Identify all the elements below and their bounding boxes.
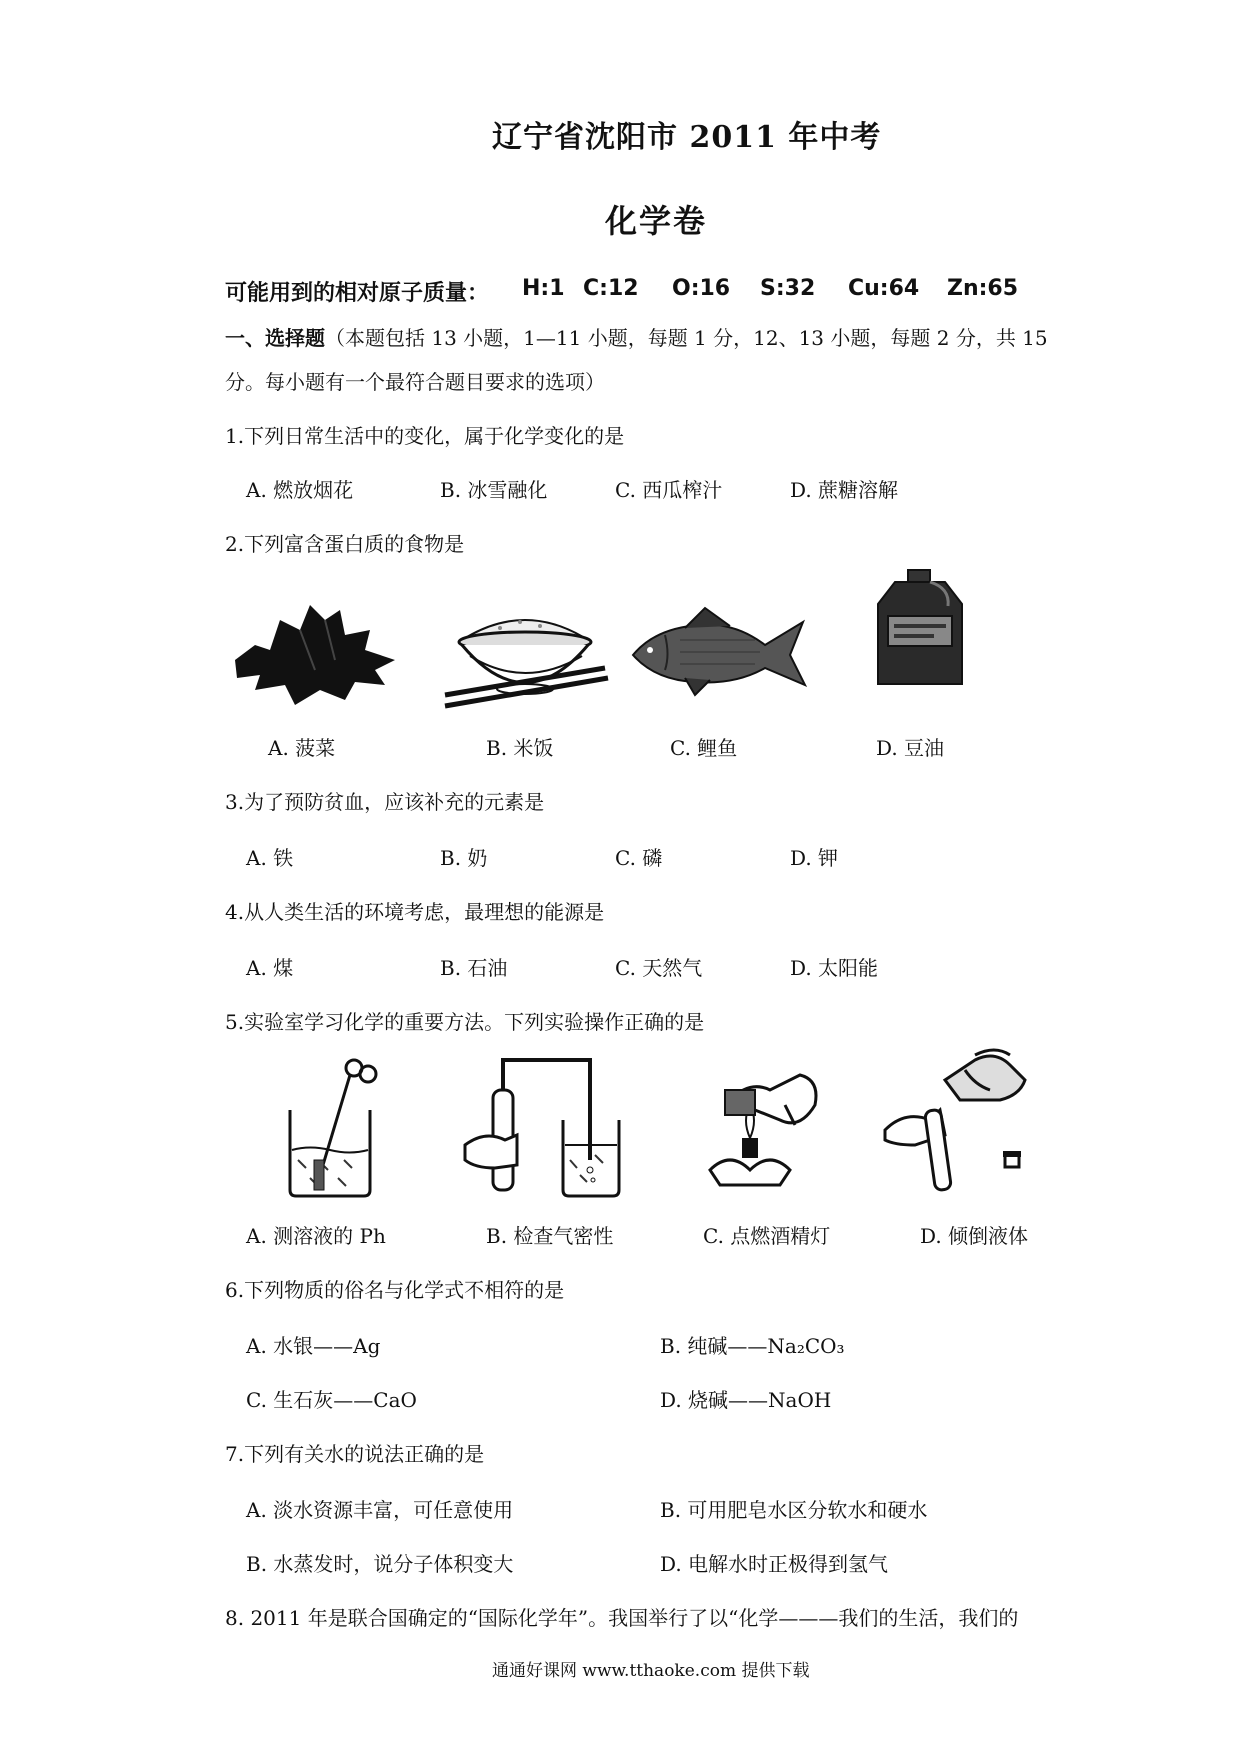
question-7-stem: 7.下列有关水的说法正确的是 — [225, 1442, 485, 1466]
question-6-stem: 6.下列物质的俗名与化学式不相符的是 — [225, 1278, 565, 1302]
page-footer: 通通好课网 www.tthaoke.com 提供下载 — [492, 1661, 810, 1681]
section-intro-line1 — [225, 322, 1048, 351]
question-2-option-a: A. 菠菜 — [268, 736, 336, 760]
question-1-option-b: B. 冰雪融化 — [440, 478, 548, 502]
question-5-option-b: B. 检查气密性 — [486, 1224, 614, 1248]
question-2-option-d: D. 豆油 — [876, 736, 945, 760]
question-7-option-a: A. 淡水资源丰富，可任意使用 — [246, 1498, 514, 1522]
light-alcohol-lamp-image — [670, 1060, 830, 1200]
page-title: 辽宁省沈阳市 2011 年中考 — [492, 120, 882, 155]
question-5-option-c: C. 点燃酒精灯 — [703, 1224, 831, 1248]
question-6-option-a: A. 水银——Ag — [246, 1334, 381, 1358]
question-7-option-b: B. 可用肥皂水区分软水和硬水 — [660, 1498, 928, 1522]
question-5-option-a: A. 测溶液的 Ph — [246, 1224, 386, 1248]
atomic-mass-line — [225, 276, 489, 307]
section-intro-line2: 分。每小题有一个最符合题目要求的选项） — [225, 370, 605, 394]
atomic-mass-c: C:12 — [583, 276, 639, 301]
question-1-option-a: A. 燃放烟花 — [246, 478, 354, 502]
question-2-option-c: C. 鲤鱼 — [670, 736, 738, 760]
airtightness-check-image — [455, 1050, 625, 1200]
question-1-option-c: C. 西瓜榨汁 — [615, 478, 723, 502]
question-7-option-c: B. 水蒸发时，说分子体积变大 — [246, 1552, 514, 1576]
ph-test-image — [250, 1050, 410, 1200]
page-subtitle: 化学卷 — [605, 202, 708, 240]
atomic-mass-o: O:16 — [672, 276, 731, 301]
spinach-image — [225, 590, 405, 710]
question-5-stem: 5.实验室学习化学的重要方法。下列实验操作正确的是 — [225, 1010, 705, 1034]
question-2-option-b: B. 米饭 — [486, 736, 554, 760]
question-3-option-c: C. 磷 — [615, 846, 663, 870]
pour-liquid-image — [875, 1040, 1035, 1200]
question-2-stem: 2.下列富含蛋白质的食物是 — [225, 532, 465, 556]
question-5-option-d: D. 倾倒液体 — [920, 1224, 1029, 1248]
question-4-stem: 4.从人类生活的环境考虑，最理想的能源是 — [225, 900, 605, 924]
question-3-option-b: B. 奶 — [440, 846, 488, 870]
atomic-mass-label: 可能用到的相对原子质量： — [225, 281, 490, 306]
carp-image — [625, 600, 810, 700]
question-6-option-d: D. 烧碱——NaOH — [660, 1388, 832, 1412]
question-6-option-b: B. 纯碱——Na₂CO₃ — [660, 1334, 845, 1358]
rice-bowl-image — [440, 590, 610, 710]
atomic-mass-zn: Zn:65 — [947, 276, 1019, 301]
question-4-option-a: A. 煤 — [246, 956, 294, 980]
atomic-mass-s: S:32 — [760, 276, 816, 301]
question-1-stem: 1.下列日常生活中的变化，属于化学变化的是 — [225, 424, 625, 448]
question-3-option-d: D. 钾 — [790, 846, 839, 870]
soybean-oil-bottle-image — [870, 568, 970, 688]
question-3-stem: 3.为了预防贫血，应该补充的元素是 — [225, 790, 545, 814]
section-heading: 一、选择题 — [225, 326, 325, 350]
atomic-mass-h: H:1 — [522, 276, 565, 301]
section-description: （本题包括 13 小题，1—11 小题，每题 1 分，12、13 小题，每题 2 分，共 15 — [325, 326, 1048, 350]
question-8-stem: 8. 2011 年是联合国确定的“国际化学年”。我国举行了以“化学———我们的生活，我们的 — [225, 1606, 1019, 1630]
question-4-option-d: D. 太阳能 — [790, 956, 879, 980]
question-4-option-b: B. 石油 — [440, 956, 508, 980]
question-3-option-a: A. 铁 — [246, 846, 294, 870]
question-1-option-d: D. 蔗糖溶解 — [790, 478, 899, 502]
question-4-option-c: C. 天然气 — [615, 956, 703, 980]
atomic-mass-cu: Cu:64 — [848, 276, 920, 301]
question-6-option-c: C. 生石灰——CaO — [246, 1388, 417, 1412]
question-7-option-d: D. 电解水时正极得到氢气 — [660, 1552, 889, 1576]
